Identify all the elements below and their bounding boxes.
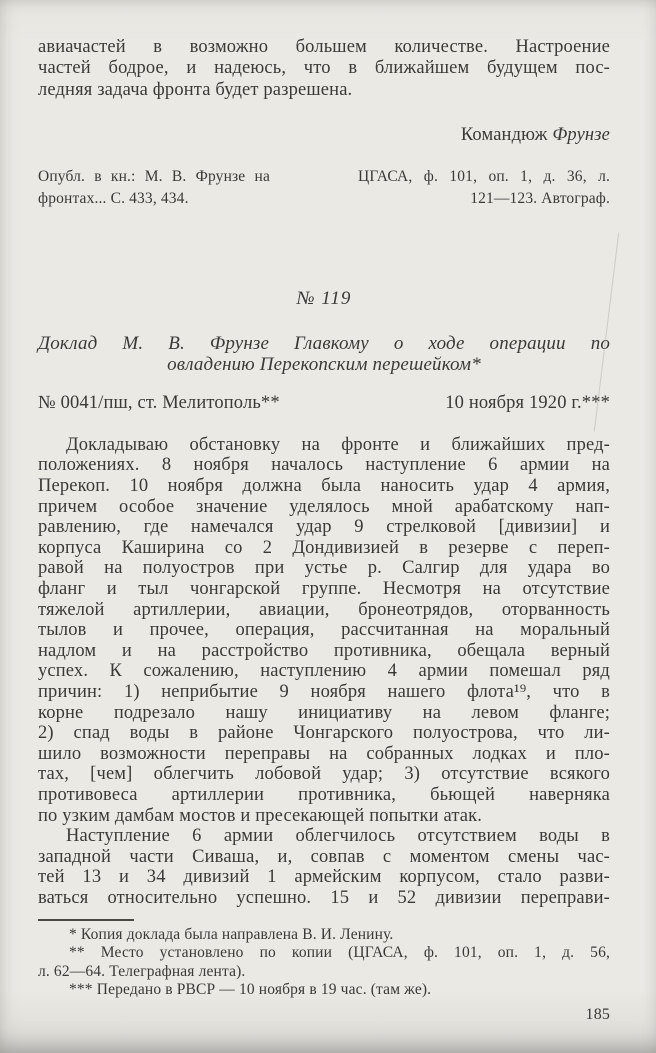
document-title — [38, 333, 610, 375]
text-line: ваться относительно успешно. 15 и 52 дивизии переправи- — [38, 887, 610, 908]
text-line: Докладываю обстановку на фронте и ближайших пред- — [66, 434, 610, 455]
text-line: фронтах... С. 433, 434. — [38, 189, 189, 207]
paragraph — [38, 981, 610, 1000]
text-line: корне подрезало нашу инициативу на левом фланге; — [38, 702, 610, 723]
document-header — [38, 393, 610, 414]
text-line: 121—123. Автограф. — [470, 189, 610, 207]
text-line: овладению Перекопским перешейком* — [167, 353, 481, 375]
text-line: ЦГАСА, ф. 101, оп. 1, д. 36, л. — [358, 167, 610, 185]
text-line: равой на полуостров при устье р. Салгир для удара во — [38, 558, 610, 579]
text-line: Перекоп. 10 ноября должна была наносить удар 4 армия, — [38, 476, 610, 497]
source-archive — [358, 166, 610, 210]
paragraph — [38, 826, 610, 908]
text-line: по узким дамбам мостов и пресекающей попытки атак. — [38, 805, 483, 826]
text-line: *** Передано в РВСР — 10 ноября в 19 час. (там же). — [69, 981, 432, 999]
text-line: л. 62—64. Телеграфная лента). — [38, 962, 246, 980]
text-line: тах, [чем] облегчить лобовой удар; 3) отсутствие всякого — [38, 764, 610, 785]
text-line: частей бодрое, и надеюсь, что в ближайшем будущем пос- — [38, 58, 610, 79]
signature-name: Фрунзе — [552, 124, 610, 145]
text-line: Наступление 6 армии облегчилось отсутствием воды в — [66, 826, 610, 847]
body-text — [38, 435, 610, 909]
footnote-divider — [38, 919, 134, 921]
signature-line — [38, 124, 610, 146]
text-line: противовеса артиллерии противника, бьющей наверняка — [38, 784, 610, 805]
text-line: Доклад М. В. Фрунзе Главкому о ходе операции по — [38, 332, 610, 354]
document-reference: № 0041/пш, ст. Мелитополь** — [38, 392, 280, 413]
text-line: успех. К сожалению, наступлению 4 армии помешал ряд — [38, 661, 610, 682]
text-line: * Копия доклада была направлена В. И. Ленину. — [69, 925, 394, 943]
text-line: фланг и тыл чонгарской группе. Несмотря на отсутствие — [38, 579, 610, 600]
text-line: надлом и на расстройство противника, обещала верный — [38, 640, 610, 661]
source-citation — [38, 166, 610, 210]
text-line: 2) спад воды в районе Чонгарского полуострова, что ли- — [38, 723, 610, 744]
text-line: шило возможности переправы на собранных лодках и пло- — [38, 743, 610, 764]
text-line: ** Место установлено по копии (ЦГАСА, ф. 101, оп. 1, д. 56, — [69, 944, 610, 962]
text-line: Опубл. в кн.: М. В. Фрунзе на — [38, 167, 270, 185]
paragraph — [38, 926, 610, 945]
page-number: 185 — [585, 1005, 610, 1023]
intro-paragraph — [38, 37, 610, 101]
paragraph — [38, 944, 610, 981]
text-line: западной части Сиваша, и, совпав с моментом смены час- — [38, 846, 610, 867]
source-publication — [38, 166, 270, 210]
text-line: причем особое значение уделялось мной арабатскому нап- — [38, 496, 610, 517]
text-line: положениях. 8 ноября началось наступление 6 армии на — [38, 455, 610, 476]
signature-role: Командюж — [460, 124, 548, 145]
text-line: тей 13 и 34 дивизий 1 армейским корпусом, стало разви- — [38, 867, 610, 888]
text-line: ледняя задача фронта будет разрешена. — [38, 79, 353, 100]
paragraph — [38, 435, 610, 826]
text-line: корпуса Каширина со 2 Дондивизией в резерве с переп- — [38, 537, 610, 558]
document-date: 10 ноября 1920 г.*** — [445, 392, 610, 413]
text-line: тяжелой артиллерии, авиации, бронеотрядов, оторванность — [38, 599, 610, 620]
document-number: № 119 — [296, 287, 352, 309]
text-line: равлению, где намечался удар 9 стрелковой [дивизии] и — [38, 517, 610, 538]
text-line: причин: 1) неприбытие 9 ноября нашего флота¹⁹, что в — [38, 682, 610, 703]
text-line: авиачастей в возможно большем количестве. Настроение — [38, 37, 610, 57]
footnotes — [38, 926, 610, 1000]
text-line: тылов и прочее, операция, рассчитанная на моральный — [38, 620, 610, 641]
